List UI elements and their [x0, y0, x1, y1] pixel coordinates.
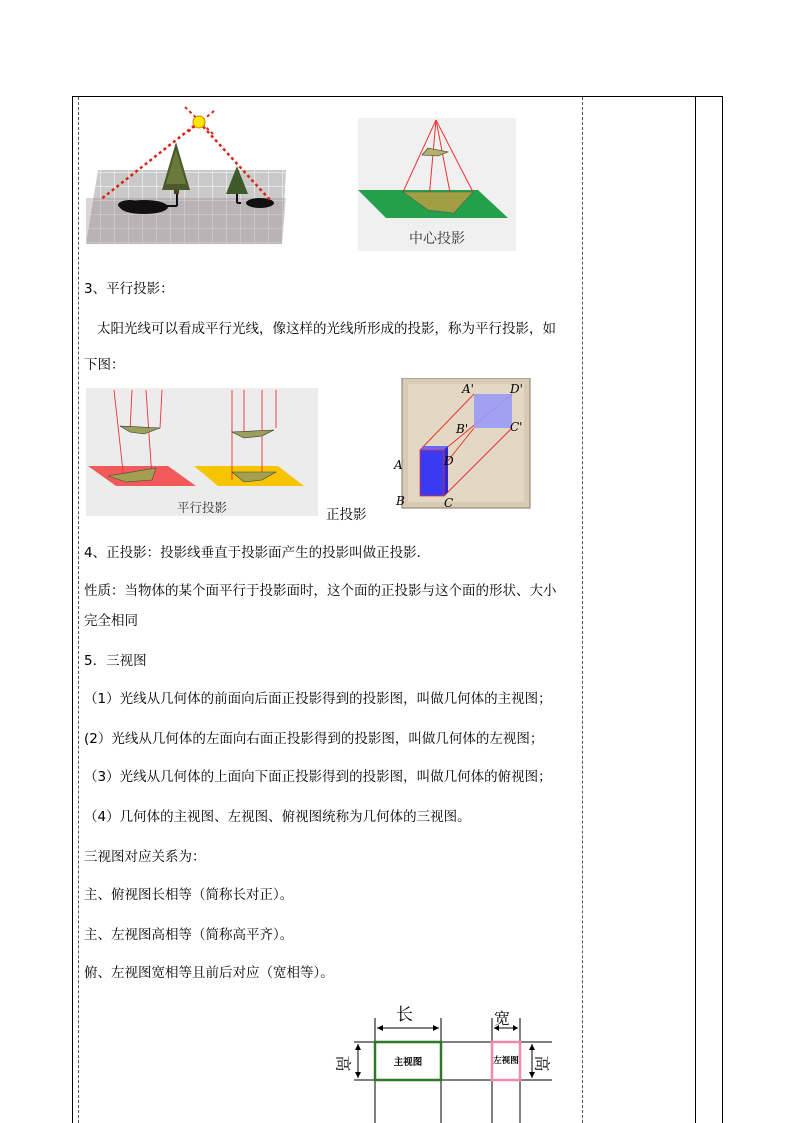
parallel-projection-para-line2: 下图： [84, 357, 125, 373]
table-left-border [72, 96, 73, 1123]
table-top-border [72, 96, 723, 97]
three-views-item3: （3）光线从几何体的上面向下面正投影得到的投影图，叫做几何体的俯视图； [84, 769, 552, 785]
relation-title: 三视图对应关系为： [84, 849, 206, 865]
parallel-projection-para-line1: 太阳光线可以看成平行光线，像这样的光线所形成的投影，称为平行投影，如 [97, 321, 556, 337]
label-C1: C' [510, 420, 523, 434]
orthographic-projection-figure [394, 378, 534, 510]
three-views-item1: （1）光线从几何体的前面向后面正投影得到的投影图，叫做几何体的主视图； [84, 691, 552, 707]
central-projection-caption: 中心投影 [409, 231, 465, 247]
label-C: C [444, 496, 454, 510]
main-view-label: 主视图 [393, 1057, 423, 1068]
heading-parallel-projection: 3、平行投影： [84, 281, 174, 297]
column-divider [695, 96, 696, 1123]
orthographic-projection-label: 正投影 [326, 507, 367, 523]
property-line2: 完全相同 [84, 613, 138, 629]
heading-orthographic-projection: 4、正投影：投影线垂直于投影面产生的投影叫做正投影． [84, 545, 431, 561]
label-B1: B' [456, 422, 469, 436]
sunlight-trees-figure [86, 102, 286, 247]
central-projection-figure [358, 118, 516, 251]
label-B: B [396, 494, 405, 508]
table-right-border [722, 96, 723, 1123]
heading-three-views: 5．三视图 [84, 653, 147, 669]
label-A1: A' [462, 382, 474, 396]
three-views-item2: (2）光线从几何体的左面向右面正投影得到的投影图，叫做几何体的左视图； [84, 731, 544, 747]
relation-1: 主、俯视图长相等（简称长对正）。 [84, 887, 294, 903]
length-label: 长 [396, 1005, 413, 1025]
label-D: D [444, 454, 454, 468]
width-label: 宽 [494, 1009, 511, 1028]
label-A: A [394, 458, 403, 472]
property-line1: 性质：当物体的某个面平行于投影面时，这个面的正投影与这个面的形状、大小 [84, 583, 557, 599]
parallel-projection-caption: 平行投影 [176, 500, 227, 515]
relation-2: 主、左视图高相等（简称高平齐）。 [84, 927, 294, 943]
three-views-item4: （4）几何体的主视图、左视图、俯视图统称为几何体的三视图。 [84, 809, 471, 825]
cell-right-dashed [582, 97, 583, 1123]
height-label-left: 高 [333, 1055, 353, 1072]
left-view-label: 左视图 [493, 1056, 519, 1066]
cell-left-dashed [78, 97, 79, 1123]
height-label-right: 高 [532, 1055, 552, 1072]
parallel-projection-figure [86, 388, 318, 516]
three-views-diagram [332, 998, 560, 1123]
relation-3: 俯、左视图宽相等且前后对应（宽相等）。 [84, 965, 334, 981]
label-D1: D' [510, 382, 523, 396]
